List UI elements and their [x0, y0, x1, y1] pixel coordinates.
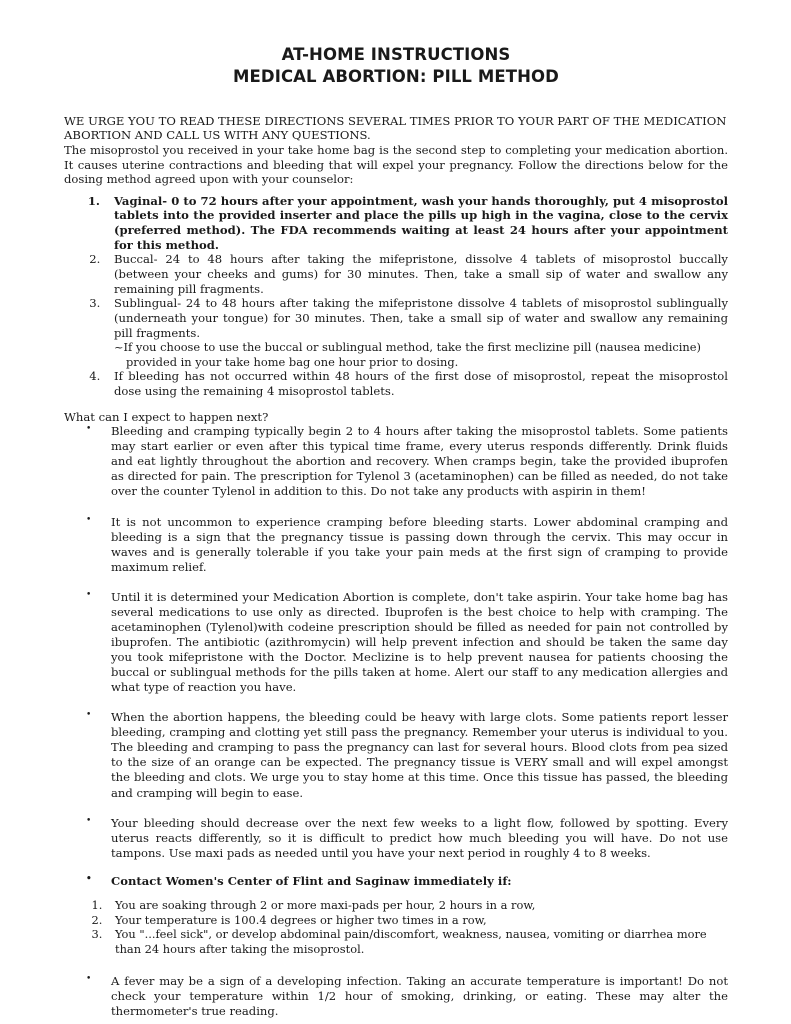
title-line-1: AT-HOME INSTRUCTIONS: [281, 45, 511, 64]
title-line-2: MEDICAL ABORTION: PILL METHOD: [233, 66, 559, 86]
dosing-method-item: 3. Sublingual- 24 to 48 hours after taking the mifepristone dissolve 4 tablets of misoprostol sublingually (underneath your tongue) for 30 minutes. Then, take a small sip of water and swallow any remaining pill fragments.: [104, 296, 728, 340]
contact-condition-item: 3. You "...feel sick", or develop abdominal pain/discomfort, weakness, nausea, vomiting or diarrhea more than 24 hours after taking the misoprostol.: [106, 927, 728, 957]
contact-condition-item: 2. Your temperature is 100.4 degrees or higher two times in a row,: [106, 913, 728, 928]
contact-conditions-list: [64, 898, 728, 957]
document-title: [64, 44, 728, 88]
expect-bullet-item: • Bleeding and cramping typically begin 2 to 4 hours after taking the misoprostol tablets. Some patients may start earlier or even after this typical time frame, every uterus responds differently. Drink fluids and eat lightly throughout the abortion and recovery. When cramps begin, take the provided ibuprofen as directed for pain. The prescription for Tylenol 3 (acetaminophen) can be filled as needed, do not take over the counter Tylenol in addition to this. Do not take any products with aspirin in them!: [86, 424, 728, 499]
fever-bullet-item: • A fever may be a sign of a developing infection. Taking an accurate temperature is important! Do not check your temperature within 1/2 hour of smoking, drinking, or eating. These may alter the thermometer's true reading.: [86, 974, 728, 1019]
contact-heading-text: Contact Women's Center of Flint and Saginaw immediately if:: [111, 873, 512, 888]
expect-bullet-item: • It is not uncommon to experience cramping before bleeding starts. Lower abdominal cramping and bleeding is a sign that the pregnancy tissue is passing down through the cervix. This may occur in waves and is generally tolerable if you take your pain meds at the first sign of cramping to provide maximum relief.: [86, 515, 728, 575]
expect-heading: What can I expect to happen next?: [64, 409, 269, 424]
dosing-method-item: 1. Vaginal- 0 to 72 hours after your appointment, wash your hands thoroughly, put 4 misoprostol tablets into the provided inserter and place the pills up high in the vagina, close to the cervix (preferred method). The FDA recommends waiting at least 24 hours after your appointment for this method.: [104, 194, 728, 253]
expect-bullet-item: • Until it is determined your Medication Abortion is complete, don't take aspirin. Your take home bag has several medications to use only as directed. Ibuprofen is the best choice to help with cramping. The acetaminophen (Tylenol)with codeine prescription should be filled as needed for pain not controlled by ibuprofen. The antibiotic (azithromycin) will help prevent infection and should be taken the same day you took mifepristone with the Doctor. Meclizine is to help prevent nausea for patients choosing the buccal or sublingual methods for the pills taken at home. Alert our staff to any medication allergies and what type of reaction you have.: [86, 590, 728, 695]
meclizine-note-line-2: provided in your take home bag one hour prior to dosing.: [126, 354, 459, 369]
intro-paragraph: The misoprostol you received in your take home bag is the second step to completing your medication abortion. It causes uterine contractions and bleeding that will expel your pregnancy. Follow the directions below for the dosing method agreed upon with your counselor:: [64, 142, 728, 187]
expect-bullet-item: • Your bleeding should decrease over the next few weeks to a light flow, followed by spotting. Every uterus reacts differently, so it is difficult to predict how much bleeding you will have. Do not use tampons. Use maxi pads as needed until you have your next period in roughly 4 to 8 weeks.: [86, 816, 728, 861]
expect-bullet-list: [64, 424, 728, 889]
dosing-methods-list-continued: [64, 369, 728, 398]
contact-heading-bullet: [86, 874, 728, 889]
dosing-method-item: 4. If bleeding has not occurred within 48 hours of the first dose of misoprostol, repeat the misoprostol dose using the remaining 4 misoprostol tablets.: [104, 369, 728, 398]
dosing-method-item: 2. Buccal- 24 to 48 hours after taking the mifepristone, dissolve 4 tablets of misoprostol buccally (between your cheeks and gums) for 30 minutes. Then, take a small sip of water and swallow any remaining pill fragments.: [104, 252, 728, 296]
dosing-methods-list: [64, 194, 728, 341]
meclizine-note-line-1: ~If you choose to use the buccal or sublingual method, take the first meclizine pill (nausea medicine): [114, 340, 701, 355]
contact-condition-item: 1. You are soaking through 2 or more maxi-pads per hour, 2 hours in a row,: [106, 898, 728, 913]
urge-notice: WE URGE YOU TO READ THESE DIRECTIONS SEVERAL TIMES PRIOR TO YOUR PART OF THE MEDICATION ABORTION AND CALL US WITH ANY QUESTIONS.: [64, 113, 727, 143]
fever-bullet-list: [64, 974, 728, 1019]
expect-bullet-item: • When the abortion happens, the bleeding could be heavy with large clots. Some patients report lesser bleeding, cramping and clotting yet still pass the pregnancy. Remember your uterus is individual to you. The bleeding and cramping to pass the pregnancy can last for several hours. Blood clots from pea sized to the size of an orange can be expected. The pregnancy tissue is VERY small and will expel amongst the bleeding and clots. We urge you to stay home at this time. Once this tissue has passed, the bleeding and cramping will begin to ease.: [86, 710, 728, 800]
